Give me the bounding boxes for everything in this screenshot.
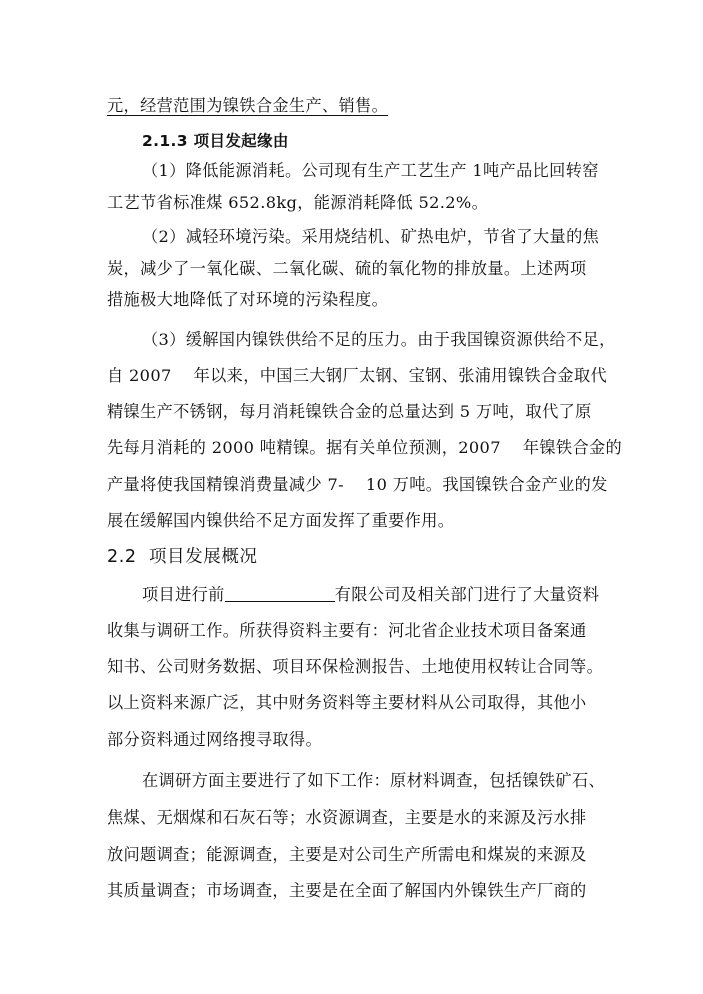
paragraph-line: 工艺节省标准煤 652.8kg，能源消耗降低 52.2%。 xyxy=(107,193,489,212)
paragraph-line: （3）缓解国内镍铁供给不足的压力。由于我国镍资源供给不足， xyxy=(142,330,616,349)
paragraph-line: 元，经营范围为镍铁合金生产、销售。 xyxy=(107,96,389,115)
paragraph-line: （2）减轻环境污染。采用烧结机、矿热电炉，节省了大量的焦 xyxy=(142,227,600,246)
paragraph-line-with-blank xyxy=(142,585,599,605)
paragraph-line: 部分资料通过网络搜寻取得。 xyxy=(107,730,322,749)
blank-underline xyxy=(225,585,335,602)
paragraph-text: 项目进行前 xyxy=(142,585,225,604)
paragraph-line: 放问题调查；能源调查，主要是对公司生产所需电和煤炭的来源及 xyxy=(107,845,587,864)
paragraph-line: 收集与调研工作。所获得资料主要有：河北省企业技术项目备案通 xyxy=(107,621,587,640)
paragraph-line: （1）降低能源消耗。公司现有生产工艺生产 1吨产品比回转窑 xyxy=(142,161,599,180)
paragraph-line: 自 2007 年以来，中国三大钢厂太钢、宝钢、张浦用镍铁合金取代 xyxy=(107,366,608,385)
section-heading-2-2: 2.2 项目发展概况 xyxy=(107,547,258,567)
paragraph-line: 在调研方面主要进行了如下工作：原材料调查，包括镍铁矿石、 xyxy=(142,771,606,790)
paragraph-line: 炭，减少了一氧化碳、二氧化碳、硫的氧化物的排放量。上述两项 xyxy=(107,259,587,278)
section-heading-2-1-3: 2.1.3 项目发起缘由 xyxy=(142,132,289,150)
paragraph-line: 先每月消耗的 2000 吨精镍。据有关单位预测，2007 年镍铁合金的 xyxy=(107,438,623,457)
paragraph-line: 以上资料来源广泛，其中财务资料等主要材料从公司取得，其他小 xyxy=(107,693,587,712)
paragraph-line: 精镍生产不锈钢，每月消耗镍铁合金的总量达到 5 万吨，取代了原 xyxy=(107,402,592,421)
paragraph-line: 焦煤、无烟煤和石灰石等；水资源调查，主要是水的来源及污水排 xyxy=(107,808,587,827)
paragraph-text: 有限公司及相关部门进行了大量资料 xyxy=(334,585,600,604)
paragraph-line: 产量将使我国精镍消费量减少 7- 10 万吨。我国镍铁合金产业的发 xyxy=(107,475,608,494)
paragraph-line: 措施极大地降低了对环境的污染程度。 xyxy=(107,290,389,309)
paragraph-line: 展在缓解国内镍供给不足方面发挥了重要作用。 xyxy=(107,511,455,530)
paragraph-line: 知书、公司财务数据、项目环保检测报告、土地使用权转让合同等。 xyxy=(107,657,604,676)
paragraph-line: 其质量调查；市场调查，主要是在全面了解国内外镍铁生产厂商的 xyxy=(107,881,587,900)
